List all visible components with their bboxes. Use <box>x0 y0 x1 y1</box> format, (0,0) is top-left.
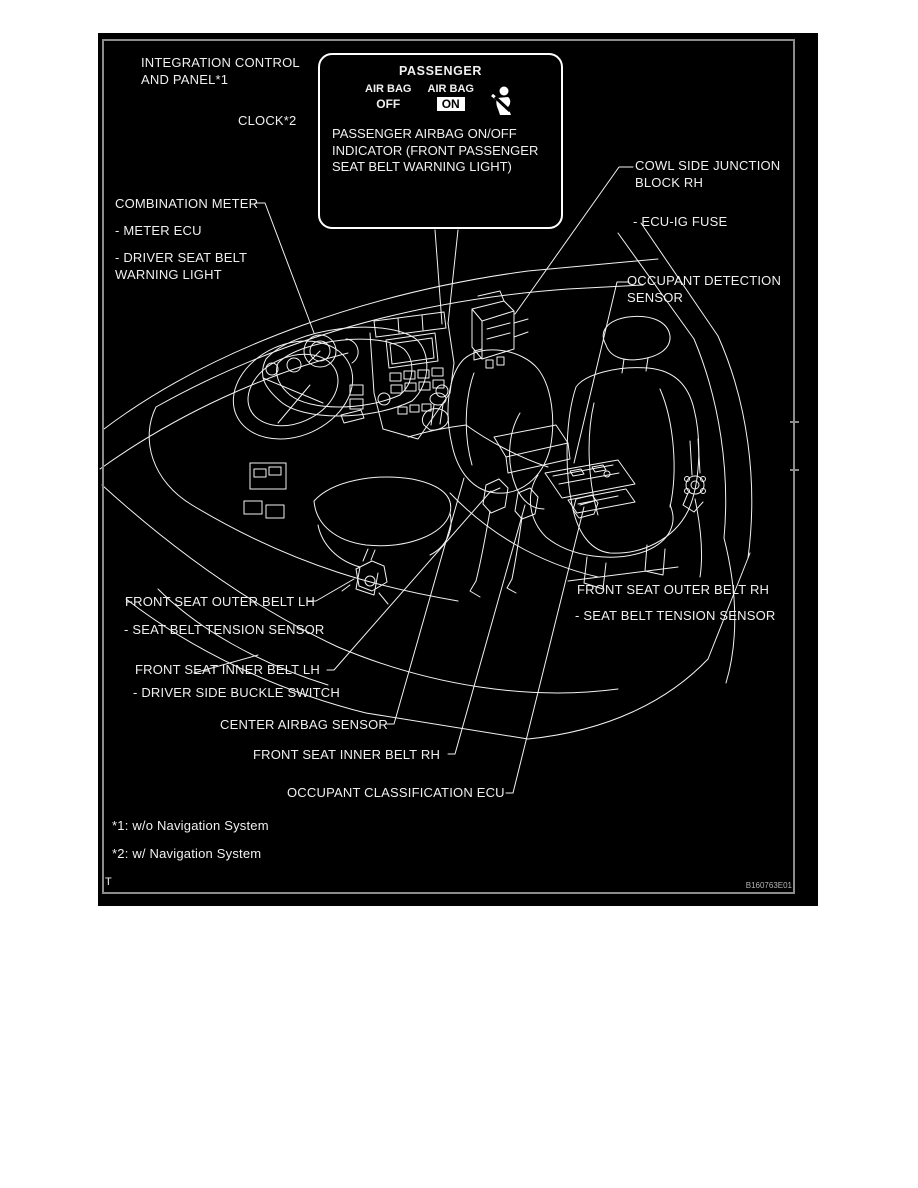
cowl-junction-block <box>472 291 528 368</box>
label-occupant-detection-sensor <box>627 273 781 306</box>
callout-description <box>332 126 561 176</box>
passenger-airbag-callout <box>318 53 563 229</box>
label-occupant-classification-ecu: OCCUPANT CLASSIFICATION ECU <box>287 785 505 800</box>
label-front-seat-inner-belt-rh: FRONT SEAT INNER BELT RH <box>253 747 441 762</box>
label-line: WARNING LIGHT <box>115 266 222 282</box>
airbag-on-state: ON <box>437 97 465 111</box>
page-marker: T <box>105 876 112 888</box>
label-line: INTEGRATION CONTROL <box>141 55 300 70</box>
label-front-seat-outer-belt-lh: FRONT SEAT OUTER BELT LH <box>125 594 315 609</box>
airbag-indicator-row <box>320 83 561 119</box>
front-seat-outer-belt-rh-part <box>683 439 706 512</box>
airbag-on-label: AIR BAG <box>427 83 474 95</box>
passenger-seat <box>510 316 699 589</box>
shift-lever-console <box>408 393 598 577</box>
frame-tick-marks <box>790 422 799 470</box>
label-driver-side-buckle-switch: - DRIVER SIDE BUCKLE SWITCH <box>133 685 340 700</box>
diagram-box <box>98 33 818 906</box>
airbag-on-indicator <box>428 83 474 111</box>
airbag-off-label: AIR BAG <box>365 83 412 95</box>
occupant-classification-ecu-part <box>573 495 598 518</box>
callout-title: PASSENGER <box>399 64 482 78</box>
label-clock: CLOCK*2 <box>238 113 297 128</box>
seat-belt-reminder-icon <box>490 85 516 119</box>
label-cowl-side-junction-block-rh <box>635 158 780 191</box>
label-meter-ecu: - METER ECU <box>115 223 202 238</box>
label-line: OCCUPANT DETECTION <box>627 273 782 288</box>
label-driver-seat-belt-warning-light <box>115 250 247 283</box>
center-stack <box>370 312 454 439</box>
footnote-2: *2: w/ Navigation System <box>112 846 262 861</box>
label-line: AND PANEL*1 <box>141 71 229 87</box>
label-line: - DRIVER SEAT BELT <box>115 250 248 265</box>
label-integration-control-panel <box>141 55 300 88</box>
callout-description-line: INDICATOR (FRONT PASSENGER <box>332 142 539 158</box>
label-seat-belt-tension-sensor-rh: - SEAT BELT TENSION SENSOR <box>575 608 776 623</box>
callout-description-line: SEAT BELT WARNING LIGHT) <box>332 159 512 174</box>
dash-switch-panel <box>244 385 363 518</box>
airbag-off-state: OFF <box>376 97 401 111</box>
front-seat-outer-belt-lh-part <box>342 549 388 604</box>
label-line: COWL SIDE JUNCTION <box>635 158 781 173</box>
label-front-seat-outer-belt-rh: FRONT SEAT OUTER BELT RH <box>577 582 770 597</box>
label-line: SENSOR <box>627 289 684 305</box>
label-ecu-ig-fuse: - ECU-IG FUSE <box>633 214 728 229</box>
callout-description-line: PASSENGER AIRBAG ON/OFF <box>332 126 517 141</box>
label-combination-meter: COMBINATION METER <box>115 196 259 211</box>
label-front-seat-inner-belt-lh: FRONT SEAT INNER BELT LH <box>135 662 320 677</box>
label-center-airbag-sensor: CENTER AIRBAG SENSOR <box>220 717 388 732</box>
airbag-off-indicator <box>365 83 411 111</box>
figure-id: B160763E01 <box>745 881 792 890</box>
label-seat-belt-tension-sensor-lh: - SEAT BELT TENSION SENSOR <box>124 622 325 637</box>
footnote-1: *1: w/o Navigation System <box>112 818 269 833</box>
label-line: BLOCK RH <box>635 174 704 190</box>
